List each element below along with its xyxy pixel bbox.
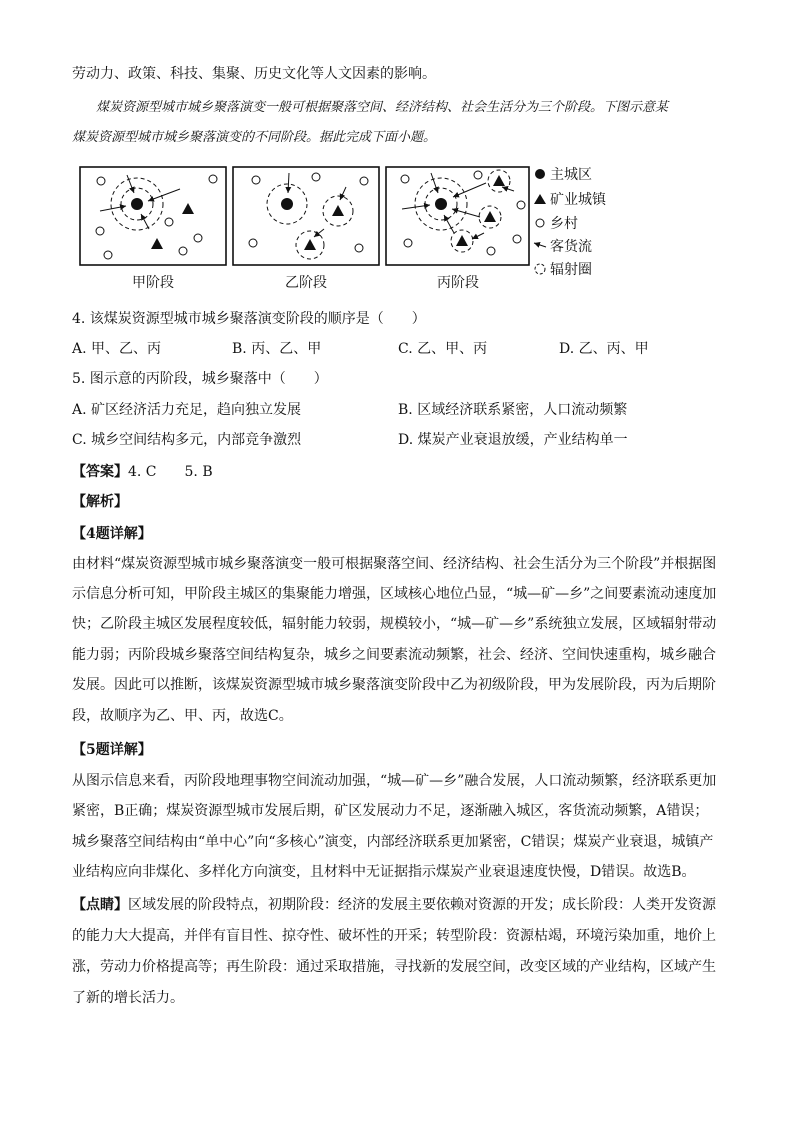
comment-line-3: 涨，劳动力价格提高等；再生阶段：通过采取措施，寻找新的发展空间，改变区域的产业结构，区域产生 <box>72 959 716 975</box>
answer-text: 4. C 5. B <box>128 464 213 480</box>
intro-top-line: 劳动力、政策、科技、集聚、历史文化等人文因素的影响。 <box>72 66 436 82</box>
detail4-line-4: 能力弱；丙阶段城乡聚落空间结构复杂，城乡之间要素流动频繁，社会、经济、空间快速重构，城乡融合 <box>72 647 716 663</box>
legend-radiation: 辐射圈 <box>550 262 592 278</box>
panel-yi <box>233 167 379 265</box>
detail4-line-1: 由材料“煤炭资源型城市城乡聚落演变一般可根据聚落空间、经济结构、社会生活分为三个阶段”并根据图 <box>72 556 717 572</box>
detail5-line-4: 业结构应向非煤化、多样化方向演变，且材料中无证据指示煤炭产业衰退速度快慢，D错误。故选B。 <box>72 864 696 880</box>
panel-jia <box>80 167 226 265</box>
comment-tag: 【点睛】 <box>72 897 128 913</box>
detail4-line-6: 段，故顺序为乙、甲、丙，故选C。 <box>72 708 293 724</box>
q4-option-b: B. 丙、乙、甲 <box>232 341 322 357</box>
legend-village-icon <box>536 219 544 227</box>
q5-stem: 5. 图示意的丙阶段，城乡聚落中（ ） <box>72 371 328 387</box>
q5-option-b: B. 区域经济联系紧密，人口流动频繁 <box>398 402 628 418</box>
legend-main-city: 主城区 <box>550 167 592 183</box>
panel-caption-bing: 丙阶段 <box>437 275 479 291</box>
detail5-line-3: 城乡聚落空间结构由“单中心”向“多核心”演变，内部经济联系更加紧密，C错误；煤炭产业衰退，城镇产 <box>72 834 714 850</box>
legend-radiation-icon <box>535 264 545 274</box>
answer-tag: 【答案】 <box>72 464 128 480</box>
legend-main-city-icon <box>535 169 545 179</box>
q5-option-d: D. 煤炭产业衰退放缓，产业结构单一 <box>398 432 628 448</box>
figure-legend <box>534 167 607 278</box>
detail4-tag: 【4题详解】 <box>72 526 152 542</box>
q5-option-a: A. 矿区经济活力充足，趋向独立发展 <box>72 402 302 418</box>
detail5-line-1: 从图示信息来看，丙阶段地理事物空间流动加强，“城—矿—乡”融合发展，人口流动频繁，经济联系更加 <box>72 773 717 789</box>
q5-option-c: C. 城乡空间结构多元，内部竞争激烈 <box>72 432 302 448</box>
material-line-1: 煤炭资源型城市城乡聚落演变一般可根据聚落空间、经济结构、社会生活分为三个阶段。下图示意某 <box>96 100 669 115</box>
comment-text-1: 区域发展的阶段特点，初期阶段：经济的发展主要依赖对资源的开发；成长阶段：人类开发资源 <box>128 897 716 913</box>
legend-flow-icon <box>534 243 546 247</box>
detail4-line-5: 发展。因此可以推断，该煤炭资源型城市城乡聚落演变阶段中乙为初级阶段，甲为发展阶段，丙为后期阶 <box>72 677 716 693</box>
legend-mining-town-icon <box>534 194 546 204</box>
legend-village: 乡村 <box>550 216 578 232</box>
comment-line-1 <box>72 895 732 915</box>
q4-stem: 4. 该煤炭资源型城市城乡聚落演变阶段的顺序是（ ） <box>72 311 426 327</box>
comment-line-4: 了新的增长活力。 <box>72 990 184 1006</box>
detail5-tag: 【5题详解】 <box>72 742 152 758</box>
q4-option-c: C. 乙、甲、丙 <box>398 341 488 357</box>
detail5-line-2: 紧密，B正确；煤炭资源型城市发展后期，矿区发展动力不足，逐渐融入城区，客货流动频繁，A错误； <box>72 803 709 819</box>
detail4-line-3: 快；乙阶段主城区发展程度较低，辐射能力较弱，规模较小，“城—矿—乡”系统独立发展，区域辐射带动 <box>72 616 717 632</box>
q4-option-a: A. 甲、乙、丙 <box>72 341 162 357</box>
settlement-evolution-figure <box>76 163 622 293</box>
analysis-tag: 【解析】 <box>72 494 128 510</box>
answer-line <box>72 462 732 482</box>
panel-bing <box>386 167 529 265</box>
detail4-line-2: 示信息分析可知，甲阶段主城区的集聚能力增强，区域核心地位凸显，“城—矿—乡”之间要素流动速度加 <box>72 586 717 602</box>
panel-caption-jia: 甲阶段 <box>132 275 174 291</box>
panel-caption-yi: 乙阶段 <box>285 275 327 291</box>
material-line-2: 煤炭资源型城市城乡聚落演变的不同阶段。据此完成下面小题。 <box>72 130 437 145</box>
legend-mining-town: 矿业城镇 <box>550 192 606 208</box>
legend-flow: 客货流 <box>550 239 592 255</box>
comment-line-2: 的能力大大提高，并伴有盲目性、掠夺性、破坏性的开采；转型阶段：资源枯竭，环境污染加重，地价上 <box>72 928 716 944</box>
q4-option-d: D. 乙、丙、甲 <box>559 341 649 357</box>
